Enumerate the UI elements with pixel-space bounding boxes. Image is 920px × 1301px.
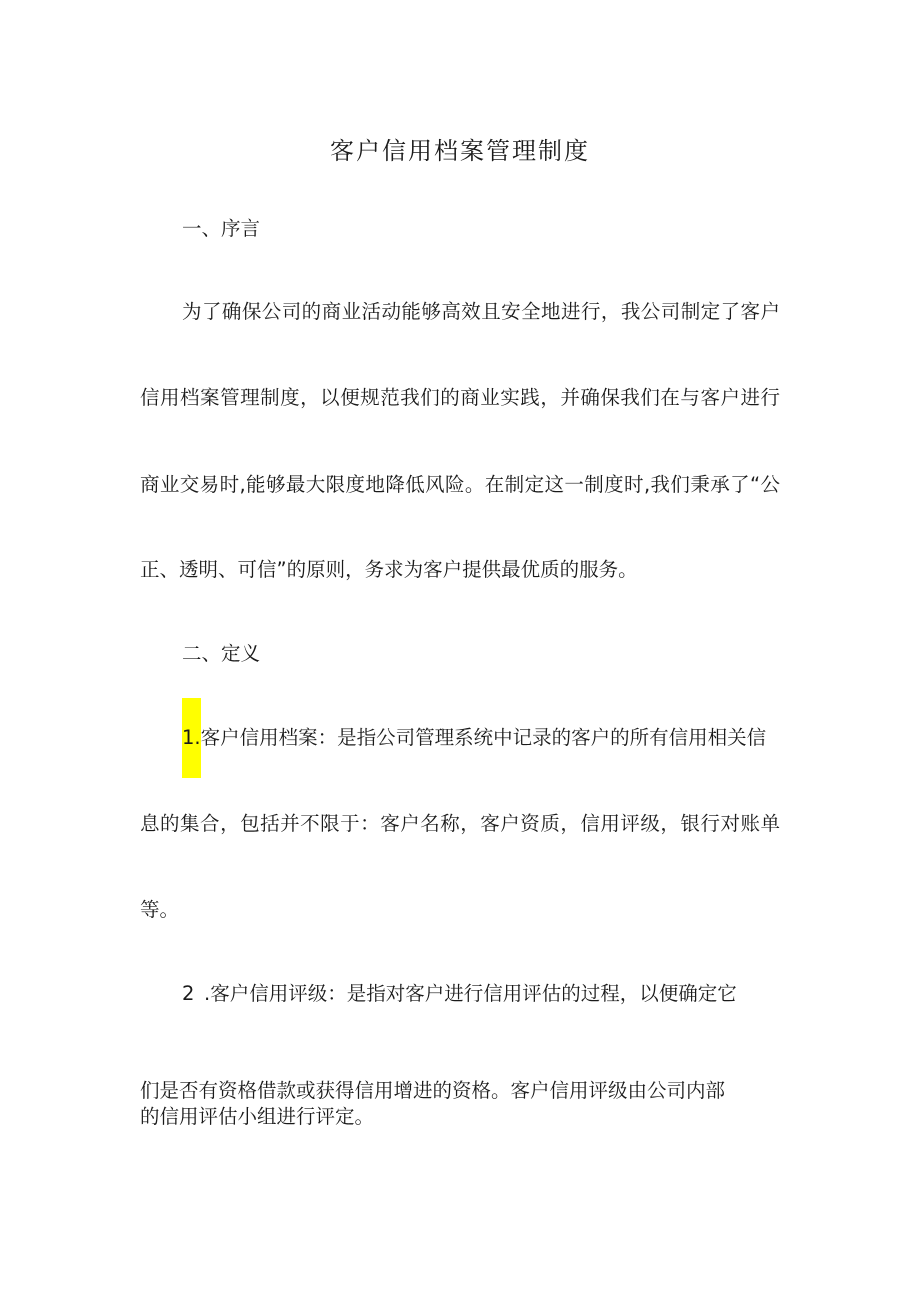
paragraph-line: 等。: [140, 898, 180, 921]
definition-text: .客户信用评级：是指对客户进行信用评估的过程，以便确定它: [204, 982, 737, 1005]
paragraph-line: 为了确保公司的商业活动能够高效且安全地进行，我公司制定了客户: [182, 300, 780, 323]
section-heading-preface: 一、序言: [182, 217, 261, 240]
definition-text: 客户信用档案：是指公司管理系统中记录的客户的所有信用相关信: [200, 726, 767, 749]
highlighted-item-number: 1.: [182, 698, 201, 778]
definition-item-2-first-line: [182, 982, 737, 1006]
paragraph-line: 息的集合，包括并不限于：客户名称，客户资质，信用评级，银行对账单: [140, 812, 780, 835]
section-heading-definition: 二、定义: [182, 642, 261, 665]
page-title: 客户信用档案管理制度: [330, 137, 590, 165]
paragraph-line: 正、透明、可信”的原则，务求为客户提供最优质的服务。: [140, 558, 638, 581]
paragraph-line: 的信用评估小组进行评定。: [140, 1105, 375, 1128]
item-number: 2: [182, 982, 195, 1005]
paragraph-line: 商业交易时,能够最大限度地降低风险。在制定这一制度时,我们秉承了“公: [140, 473, 780, 496]
paragraph-line: 们是否有资格借款或获得信用增进的资格。客户信用评级由公司内部: [140, 1079, 726, 1102]
paragraph-line: 信用档案管理制度，以便规范我们的商业实践，并确保我们在与客户进行: [140, 386, 780, 409]
definition-item-1-first-line: [182, 726, 766, 750]
